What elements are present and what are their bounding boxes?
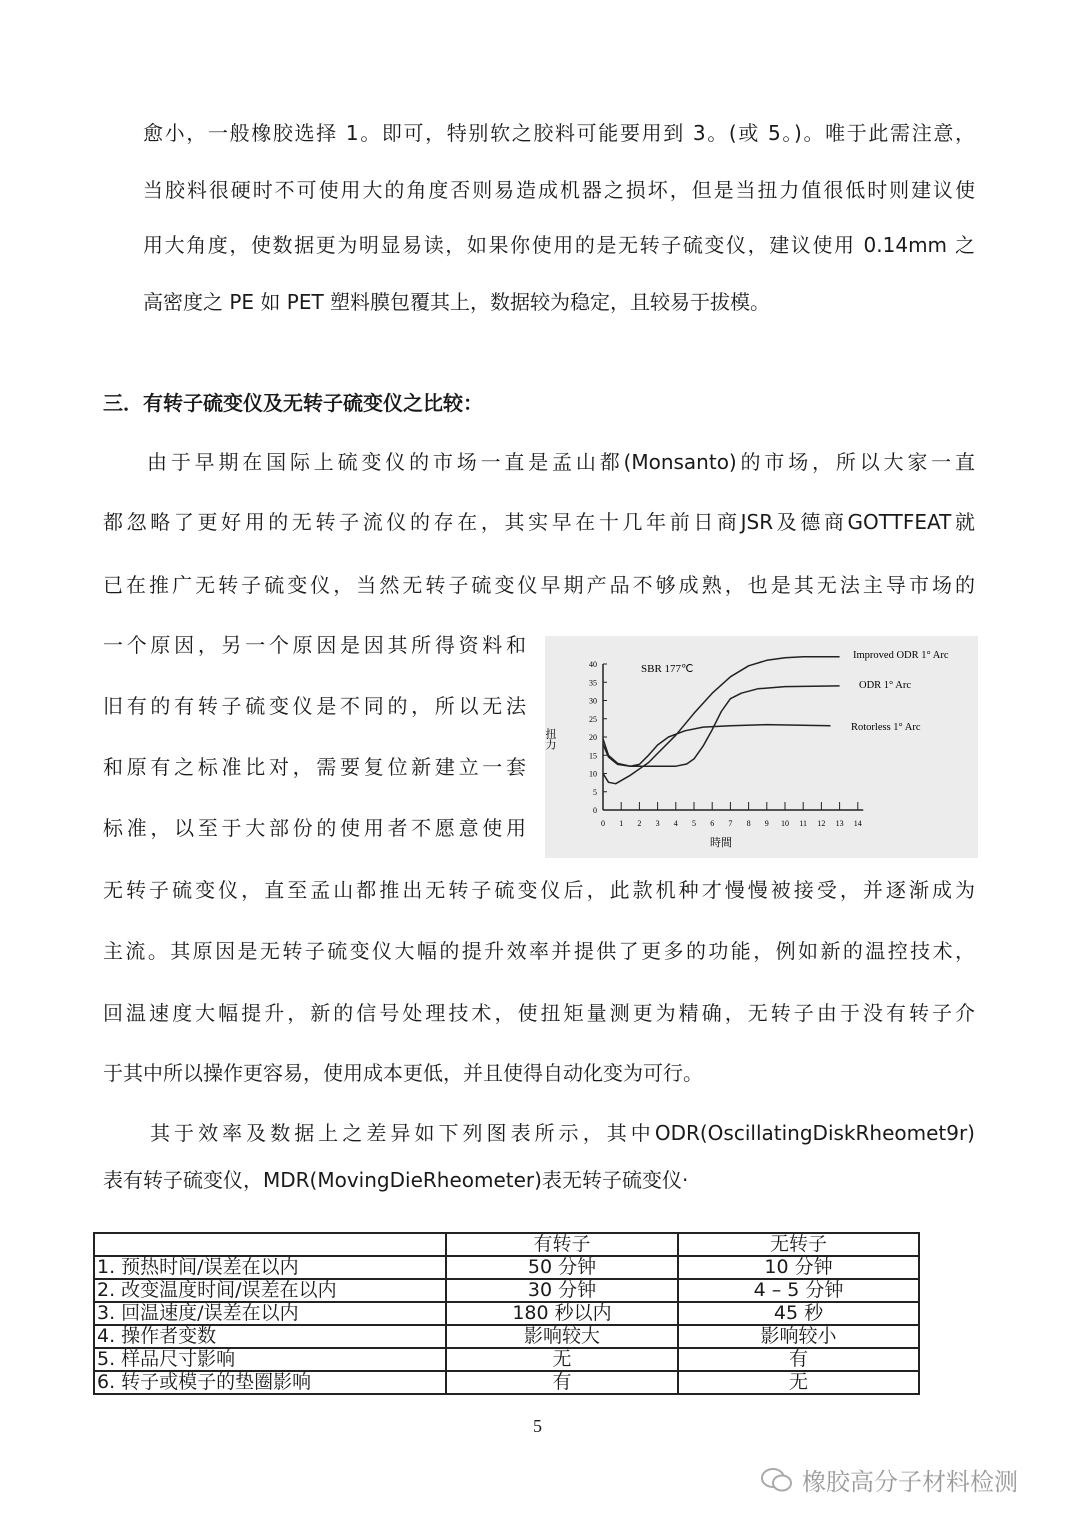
watermark	[760, 1462, 1018, 1497]
x-tick-label: 10	[781, 819, 789, 828]
x-tick-label: 7	[728, 819, 733, 828]
y-tick-label: 0	[593, 806, 597, 815]
table-row	[94, 1325, 919, 1348]
value-cell: 4 – 5 分钟	[678, 1279, 919, 1302]
item-cell: 5. 样品尺寸影响	[94, 1348, 446, 1371]
text-line: 当胶料很硬时不可使用大的角度否则易造成机器之损坏，但是当扭力值很低时则建议使	[143, 178, 975, 202]
x-tick-label: 3	[655, 819, 660, 828]
table-row	[94, 1256, 919, 1279]
x-axis-label: 時間	[710, 837, 732, 849]
y-tick-label: 10	[589, 769, 597, 779]
x-tick-label: 6	[710, 819, 715, 828]
table-header-row	[94, 1233, 919, 1256]
text-line: 高密度之 PE 如 PET 塑料膜包覆其上，数据较为稳定，且较易于拔模。	[143, 290, 771, 314]
x-tick-label: 1	[619, 819, 624, 828]
header-cell: 无转子	[678, 1233, 919, 1256]
text-line: 都忽略了更好用的无转子流仪的存在，其实早在十几年前日商JSR及德商GOTTFEAT就	[103, 510, 975, 534]
y-tick-label: 30	[589, 696, 597, 706]
y-tick-label: 25	[589, 714, 597, 724]
value-cell: 10 分钟	[678, 1256, 919, 1279]
text-line: 于其中所以操作更容易，使用成本更低，并且使得自动化变为可行。	[103, 1061, 703, 1085]
text-line: 回温速度大幅提升，新的信号处理技术，使扭矩量测更为精确，无转子由于没有转子介	[103, 1001, 975, 1025]
page-number: 5	[533, 1416, 542, 1436]
header-cell: 有转子	[446, 1233, 678, 1256]
text-line: 和原有之标准比对，需要复位新建立一套	[103, 755, 526, 779]
item-cell: 1. 预热时间/误差在以内	[94, 1256, 446, 1279]
x-tick-label: 5	[692, 819, 696, 828]
value-cell: 180 秒以内	[446, 1302, 678, 1325]
text-line: 已在推广无转子硫变仪，当然无转子硫变仪早期产品不够成熟，也是其无法主导市场的	[103, 573, 975, 597]
y-tick-label: 40	[589, 660, 597, 669]
item-cell: 4. 操作者变数	[94, 1325, 446, 1348]
x-tick-label: 0	[601, 819, 605, 828]
y-tick-label: 15	[589, 751, 597, 761]
text-line: 无转子硫变仪，直至孟山都推出无转子硫变仪后，此款机种才慢慢被接受，并逐渐成为	[103, 878, 975, 902]
value-cell: 50 分钟	[446, 1256, 678, 1279]
text-line: 主流。其原因是无转子硫变仪大幅的提升效率并提供了更多的功能，例如新的温控技术，	[103, 939, 975, 963]
y-tick-label: 35	[589, 678, 597, 688]
x-tick-label: 8	[746, 819, 751, 828]
y-tick-label: 5	[593, 787, 597, 797]
table-row	[94, 1348, 919, 1371]
text-line: 一个原因，另一个原因是因其所得资料和	[103, 633, 526, 657]
value-cell: 45 秒	[678, 1302, 919, 1325]
x-tick-label: 4	[673, 819, 678, 828]
text-line: 由于早期在国际上硫变仪的市场一直是孟山都(Monsanto)的市场，所以大家一直	[147, 450, 975, 474]
x-tick-label: 14	[853, 819, 862, 828]
value-cell: 影响较小	[678, 1325, 919, 1348]
table-row	[94, 1371, 919, 1394]
text-line: 愈小，一般橡胶选择 1。即可，特别软之胶料可能要用到 3。(或 5。)。唯于此需注意，	[143, 121, 975, 145]
legend-label: Rotorless 1° Arc	[851, 722, 921, 733]
y-tick-label: 20	[589, 733, 597, 742]
header-cell	[94, 1233, 446, 1256]
series-line	[603, 725, 831, 767]
watermark-text: 橡胶高分子材料检测	[802, 1468, 1018, 1496]
item-cell: 3. 回温速度/误差在以内	[94, 1302, 446, 1325]
wechat-icon	[760, 1466, 794, 1494]
item-cell: 2. 改变温度时间/误差在以内	[94, 1279, 446, 1302]
text-line: 用大角度，使数据更为明显易读，如果你使用的是无转子硫变仪，建议使用 0.14mm 之	[143, 233, 975, 257]
value-cell: 无	[446, 1348, 678, 1371]
table-row	[94, 1279, 919, 1302]
text-line: 其于效率及数据上之差异如下列图表所示，其中ODR(OscillatingDiskRheomet9r)	[150, 1121, 975, 1145]
x-tick-label: 9	[764, 819, 769, 828]
value-cell: 影响较大	[446, 1325, 678, 1348]
section-heading: 三．有转子硫变仪及无转子硫变仪之比较：	[103, 391, 483, 415]
chart-title: SBR 177℃	[641, 663, 694, 675]
x-tick-label: 13	[835, 819, 844, 828]
torque-curve-figure	[545, 636, 978, 858]
text-line: 表有转子硫变仪，MDR(MovingDieRheometer)表无转子硫变仪·	[103, 1168, 689, 1192]
x-tick-label: 2	[637, 819, 642, 828]
text-line: 标准，以至于大部份的使用者不愿意使用	[103, 816, 526, 840]
table-row	[94, 1302, 919, 1325]
y-axis-label: 扭力	[545, 728, 556, 750]
legend-label: ODR 1° Arc	[859, 680, 912, 691]
value-cell: 无	[678, 1371, 919, 1394]
comparison-table	[93, 1232, 920, 1395]
torque-chart	[545, 636, 978, 858]
value-cell: 30 分钟	[446, 1279, 678, 1302]
value-cell: 有	[446, 1371, 678, 1394]
x-tick-label: 11	[799, 819, 808, 828]
text-line: 旧有的有转子硫变仪是不同的，所以无法	[103, 694, 526, 718]
legend-label: Improved ODR 1° Arc	[853, 650, 949, 661]
item-cell: 6. 转子或模子的垫圈影响	[94, 1371, 446, 1394]
x-tick-label: 12	[817, 819, 826, 828]
value-cell: 有	[678, 1348, 919, 1371]
